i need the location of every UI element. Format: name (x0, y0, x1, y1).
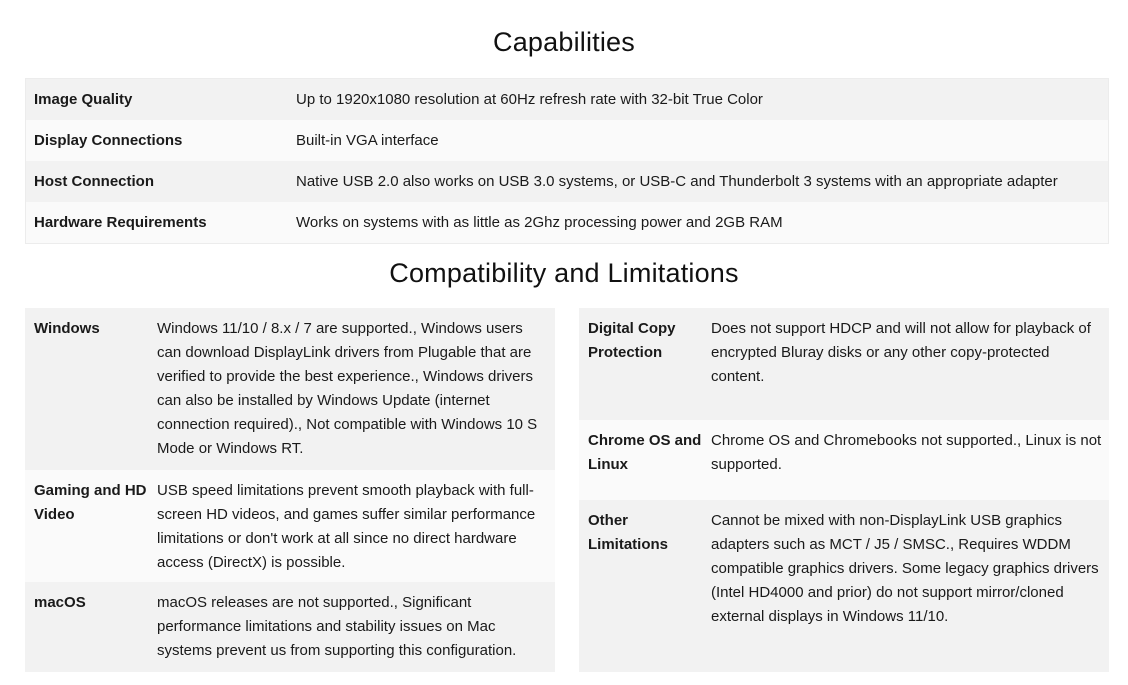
compatibility-table-left (25, 308, 555, 672)
row-label: Host Connection (34, 173, 154, 190)
compatibility-title: Compatibility and Limitations (389, 258, 739, 288)
row-label: Hardware Requirements (34, 214, 207, 231)
table-row (26, 79, 1108, 120)
row-value: Built-in VGA interface (296, 132, 439, 149)
table-row (579, 500, 1109, 672)
table-row (26, 202, 1108, 243)
capabilities-table (25, 78, 1109, 244)
row-label: Windows (34, 320, 100, 337)
table-row (579, 420, 1109, 500)
row-value: Chrome OS and Chromebooks not supported., Linux is not supported. (711, 432, 1102, 473)
capabilities-title: Capabilities (493, 27, 635, 57)
row-label: Other Limitations (588, 512, 669, 553)
row-label: Display Connections (34, 132, 183, 149)
row-label: macOS (34, 594, 86, 611)
row-value: Cannot be mixed with non-DisplayLink USB graphics adapters such as MCT / J5 / SMSC., Requires WDDM compatible graphics drivers. Some legacy graphics drivers (Intel HD4000 and prior) do not support mirror/cloned external displays in Windows 11/10. (711, 512, 1099, 625)
row-label: Chrome OS and Linux (588, 432, 702, 473)
row-value: USB speed limitations prevent smooth playback with full-screen HD videos, and games suffer similar performance limitations or don't work at all since no direct hardware access (DirectX) is possible. (157, 482, 536, 571)
row-value: Works on systems with as little as 2Ghz processing power and 2GB RAM (296, 214, 783, 231)
table-row (25, 582, 555, 672)
row-label: Image Quality (34, 91, 133, 108)
row-label: Digital Copy Protection (588, 320, 676, 361)
row-value: Windows 11/10 / 8.x / 7 are supported., Windows users can download DisplayLink drivers from Plugable that are verified to provide the best experience., Windows drivers can also be installed by Windows Update (internet connection required)., Not compatible with Windows 10 S Mode or Windows RT. (157, 320, 538, 457)
table-row (26, 161, 1108, 202)
row-value: Does not support HDCP and will not allow for playback of encrypted Bluray disks or any other copy-protected content. (711, 320, 1091, 385)
table-row (579, 308, 1109, 420)
row-value: Native USB 2.0 also works on USB 3.0 systems, or USB-C and Thunderbolt 3 systems with an appropriate adapter (296, 173, 1058, 190)
row-value: macOS releases are not supported., Significant performance limitations and stability issues on Mac systems prevent us from supporting this configuration. (157, 594, 517, 659)
table-row (25, 308, 555, 470)
compatibility-table-right (579, 308, 1109, 672)
row-value: Up to 1920x1080 resolution at 60Hz refresh rate with 32-bit True Color (296, 91, 763, 108)
table-row (25, 470, 555, 582)
row-label: Gaming and HD Video (34, 482, 147, 523)
table-row (26, 120, 1108, 161)
